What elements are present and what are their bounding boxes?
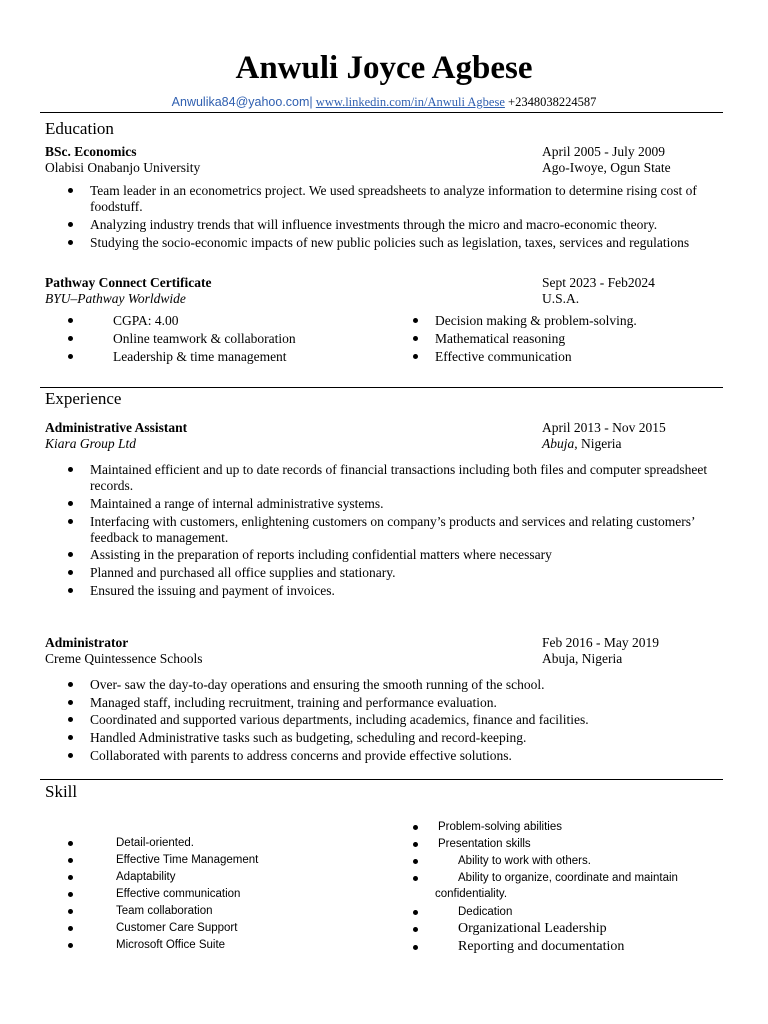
bullet-dot bbox=[68, 909, 73, 914]
education-dates: April 2005 - July 2009 bbox=[542, 144, 665, 159]
skill-item: Presentation skills bbox=[438, 838, 531, 850]
job-location bbox=[542, 436, 621, 452]
skill-item: Ability to organize, coordinate and maintain bbox=[458, 872, 678, 884]
list-item: Decision making & problem-solving. bbox=[435, 313, 637, 328]
certificate-title: Pathway Connect Certificate bbox=[45, 275, 212, 290]
bullet-dot bbox=[68, 892, 73, 897]
skill-item: Customer Care Support bbox=[116, 922, 238, 934]
list-item: Studying the socio-economic impacts of new public policies such as legislation, taxes, services and regulations bbox=[90, 235, 690, 250]
list-item: Planned and purchased all office supplies and stationary. bbox=[90, 565, 396, 580]
bullet-dot bbox=[413, 927, 418, 932]
bullet-dot bbox=[413, 910, 418, 915]
bullet-dot bbox=[68, 841, 73, 846]
skill-item: Microsoft Office Suite bbox=[116, 939, 226, 951]
certificate-location: U.S.A. bbox=[542, 291, 580, 306]
list-item: Team leader in an econometrics project. We used spreadsheets to analyze information to determine rising cost of bbox=[90, 183, 697, 198]
bullet-dot bbox=[68, 501, 73, 506]
skill-item: Team collaboration bbox=[116, 905, 213, 917]
contact-separator: | bbox=[309, 95, 313, 109]
list-item: Analyzing industry trends that will influence investments through the micro and macro-economic theory. bbox=[90, 217, 658, 232]
bullet-dot bbox=[68, 753, 73, 758]
bullet-dot bbox=[68, 519, 73, 524]
bullet-dot bbox=[413, 876, 418, 881]
candidate-name: Anwuli Joyce Agbese bbox=[235, 50, 533, 86]
email-link[interactable]: Anwulika84@yahoo.com bbox=[171, 95, 310, 109]
list-item: Mathematical reasoning bbox=[435, 331, 566, 346]
bullet-dot bbox=[68, 354, 73, 359]
bullet-dot bbox=[68, 240, 73, 245]
certificate-school: BYU–Pathway Worldwide bbox=[45, 291, 186, 306]
list-item: feedback to management. bbox=[90, 530, 229, 545]
bullet-dot bbox=[68, 858, 73, 863]
job-dates: April 2013 - Nov 2015 bbox=[542, 420, 666, 435]
bullet-dot bbox=[68, 552, 73, 557]
list-item: Effective communication bbox=[435, 349, 572, 364]
skill-item: Problem-solving abilities bbox=[438, 821, 562, 833]
list-item: Interfacing with customers, enlightening customers on company’s products and services and relating customers’ bbox=[90, 514, 696, 529]
bullet-dot bbox=[68, 700, 73, 705]
job-dates: Feb 2016 - May 2019 bbox=[542, 635, 659, 650]
section-divider bbox=[40, 387, 723, 388]
job-company: Kiara Group Ltd bbox=[45, 436, 137, 451]
bullet-dot bbox=[68, 222, 73, 227]
skill-item: Effective Time Management bbox=[116, 854, 259, 866]
skill-item: Adaptability bbox=[116, 871, 176, 883]
list-item: Leadership & time management bbox=[113, 349, 287, 364]
bullet-dot bbox=[68, 682, 73, 687]
bullet-dot bbox=[68, 717, 73, 722]
skill-item: confidentiality. bbox=[435, 888, 508, 900]
job-title: Administrator bbox=[45, 635, 129, 650]
list-item: Coordinated and supported various departments, including academics, finance and facilities. bbox=[90, 712, 589, 727]
linkedin-link[interactable]: www.linkedin.com/in/Anwuli Agbese bbox=[315, 95, 505, 109]
header-divider bbox=[40, 112, 723, 113]
list-item: CGPA: 4.00 bbox=[113, 313, 179, 328]
bullet-dot bbox=[68, 336, 73, 341]
skill-item: Ability to work with others. bbox=[458, 855, 591, 867]
education-degree: BSc. Economics bbox=[45, 144, 137, 159]
job-country: , Nigeria bbox=[574, 436, 622, 451]
skill-item: Reporting and documentation bbox=[458, 939, 625, 954]
list-item: Assisting in the preparation of reports including confidential matters where necessary bbox=[90, 547, 552, 562]
phone-number: +2348038224587 bbox=[508, 95, 597, 109]
education-location: Ago-Iwoye, Ogun State bbox=[542, 160, 671, 175]
bullet-dot bbox=[413, 318, 418, 323]
list-item: records. bbox=[90, 478, 134, 493]
list-item: Collaborated with parents to address concerns and provide effective solutions. bbox=[90, 748, 512, 763]
bullet-dot bbox=[68, 467, 73, 472]
bullet-dot bbox=[413, 354, 418, 359]
bullet-dot bbox=[68, 926, 73, 931]
contact-line bbox=[0, 94, 768, 110]
bullet-dot bbox=[68, 570, 73, 575]
list-item: Maintained a range of internal administrative systems. bbox=[90, 496, 384, 511]
list-item: Over- saw the day-to-day operations and ensuring the smooth running of the school. bbox=[90, 677, 545, 692]
bullet-dot bbox=[68, 943, 73, 948]
list-item: Handled Administrative tasks such as budgeting, scheduling and record-keeping. bbox=[90, 730, 527, 745]
education-school: Olabisi Onabanjo University bbox=[45, 160, 201, 175]
list-item: Managed staff, including recruitment, training and performance evaluation. bbox=[90, 695, 497, 710]
skill-item: Effective communication bbox=[116, 888, 241, 900]
job-title: Administrative Assistant bbox=[45, 420, 188, 435]
certificate-dates: Sept 2023 - Feb2024 bbox=[542, 275, 655, 290]
bullet-dot bbox=[413, 859, 418, 864]
list-item: Ensured the issuing and payment of invoices. bbox=[90, 583, 335, 598]
section-divider bbox=[40, 779, 723, 780]
bullet-dot bbox=[68, 188, 73, 193]
list-item: Maintained efficient and up to date records of financial transactions including both files and computer spreadsheet bbox=[90, 462, 708, 477]
bullet-dot bbox=[413, 842, 418, 847]
bullet-dot bbox=[68, 875, 73, 880]
job-company: Creme Quintessence Schools bbox=[45, 651, 203, 666]
bullet-dot bbox=[68, 588, 73, 593]
job-location: Abuja, Nigeria bbox=[542, 651, 623, 666]
skill-item: Organizational Leadership bbox=[458, 921, 607, 936]
job-city: Abuja bbox=[542, 436, 575, 451]
section-title-experience: Experience bbox=[45, 389, 122, 408]
bullet-dot bbox=[68, 735, 73, 740]
section-title-education: Education bbox=[45, 119, 114, 138]
bullet-dot bbox=[413, 336, 418, 341]
skill-item: Detail-oriented. bbox=[116, 837, 194, 849]
skill-item: Dedication bbox=[458, 906, 513, 918]
list-item: Online teamwork & collaboration bbox=[113, 331, 296, 346]
bullet-dot bbox=[413, 825, 418, 830]
bullet-dot bbox=[68, 318, 73, 323]
bullet-dot bbox=[413, 945, 418, 950]
list-item: foodstuff. bbox=[90, 199, 143, 214]
section-title-skill: Skill bbox=[45, 782, 78, 801]
